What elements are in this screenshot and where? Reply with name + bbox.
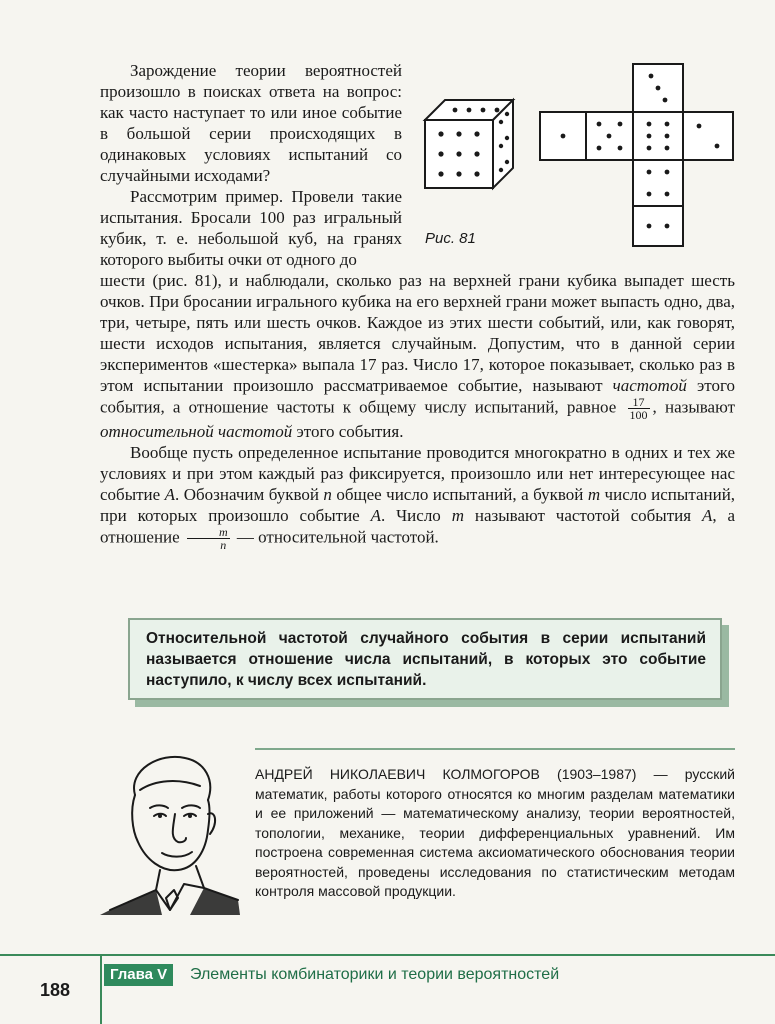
example-paragraph-start: Рассмотрим пример. Провели такие испытания. Бросали 100 раз игральный кубик, т. е. небольшой куб, на гранях которого выбиты очки от одного до	[100, 187, 402, 269]
example-text-c: , называют	[652, 397, 735, 417]
fraction-numerator: m	[187, 526, 230, 539]
example-text-d: этого события.	[296, 422, 404, 441]
dice-figure	[415, 60, 740, 250]
var-m: m	[451, 506, 464, 525]
general-text-e: . Число	[381, 506, 441, 525]
general-text-f: называют частотой события	[474, 506, 692, 525]
var-a: A	[164, 485, 176, 504]
chapter-title: Элементы комбинаторики и теории вероятностей	[190, 966, 560, 983]
var-n: n	[323, 485, 332, 504]
footer-vertical-rule	[100, 954, 102, 1024]
kolmogorov-portrait-icon	[100, 750, 240, 915]
general-text-d: число испытаний, при которых произошло событие	[100, 485, 736, 525]
general-text-b: . Обозначим буквой	[175, 485, 319, 504]
var-a: A	[370, 506, 381, 525]
example-text-a: шести (рис. 81), и наблюдали, сколько раз на верхней грани кубика выпадет шесть очков. При бросании игрального кубика на его верхней грани может выпасть одно, два, три, четыре, пять или шесть очков. Каждое из этих шести событий, или, как говорят, шести исходов испытания, является случайным. Допустим, что в данной серии экспериментов «шестерка» выпала 17 раз. Число 17, которое показывает, сколько раз в этом испытании произошло рассматриваемое событие, называют	[100, 271, 735, 395]
intro-text	[100, 60, 402, 270]
fraction-denominator: n	[220, 538, 227, 552]
figure-caption: Рис. 81	[425, 230, 476, 247]
var-m: m	[587, 485, 601, 504]
chapter-badge: Глава V	[104, 964, 173, 986]
general-text-a: Вообще пусть определенное испытание проводится многократно в одних и тех же условиях и при этом каждый раз фиксируется, произошло или нет интересующее нас событие	[100, 443, 735, 504]
definition-text: Относительной частотой случайного события в серии испытаний называется отношение числа испытаний, в которых это событие наступило, к числу всех испытаний.	[146, 630, 706, 689]
fraction-m-n	[187, 526, 230, 551]
term-relative-frequency: относительной частотой	[100, 422, 293, 441]
main-text	[100, 270, 735, 551]
general-text-h: — относительной частотой.	[236, 527, 439, 547]
biography-paragraph: АНДРЕЙ НИКОЛАЕВИЧ КОЛМОГОРОВ (1903–1987) — русский математик, работы которого относятся ко многим разделам математики и ее приложений — математическому анализу, теории вероятностей, топологии, механике, теории дифференциальных уравнений. Им построена современная система аксиоматического обоснования теории вероятностей, проведены исследования по статистическим методам контроля массовой продукции.	[255, 766, 735, 899]
dice-net-icon	[540, 64, 733, 246]
general-paragraph	[100, 442, 735, 551]
page-number: 188	[40, 980, 71, 1000]
bio-divider	[255, 748, 735, 750]
footer-rule	[0, 954, 775, 956]
example-paragraph	[100, 270, 735, 442]
general-text-c: общее число испытаний, а буквой	[336, 485, 584, 504]
term-frequency: частотой	[612, 376, 687, 395]
general-text-g: , а отношение	[100, 506, 736, 547]
fraction-numerator: 17	[628, 396, 650, 409]
example-text-b: этого события, а отношение частоты к общему числу испытаний, равное	[100, 376, 735, 417]
biography-text	[255, 765, 735, 902]
dice-cube-icon	[425, 100, 513, 188]
fraction-17-100	[628, 396, 650, 421]
intro-paragraph: Зарождение теории вероятностей произошло в поисках ответа на вопрос: как часто наступает то или иное событие в большой серии происходящих в одинаковых условиях испытаний со случайными исходами?	[100, 61, 402, 185]
var-a: A	[701, 506, 713, 525]
fraction-denominator: 100	[629, 408, 648, 422]
definition-box	[128, 618, 722, 700]
